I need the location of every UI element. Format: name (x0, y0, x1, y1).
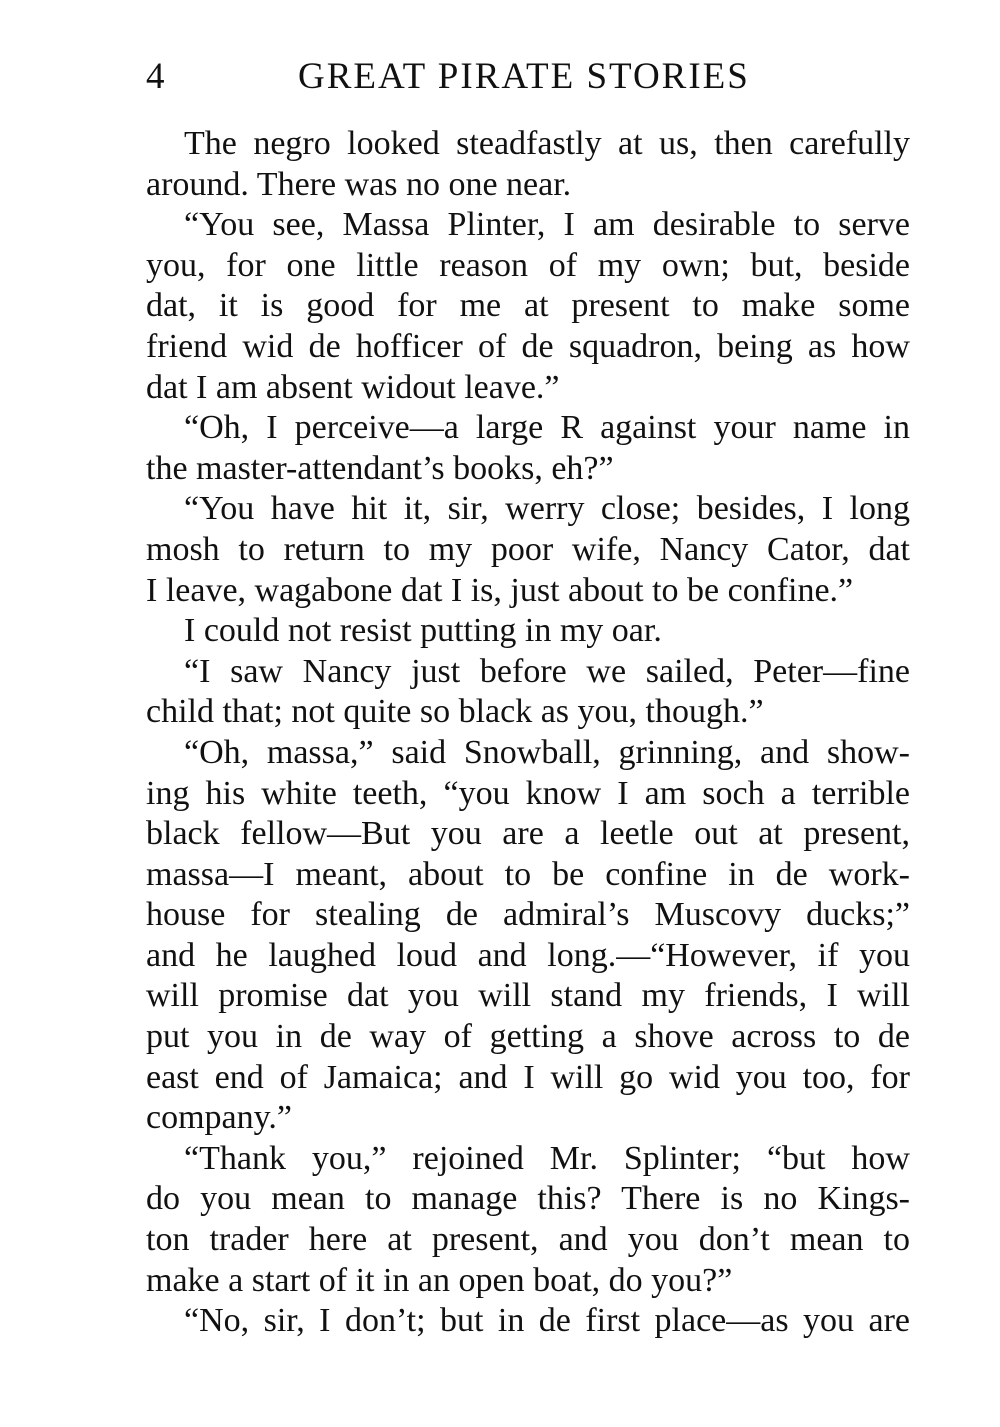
text-line: The negro looked steadfastly at us, then carefully (184, 125, 910, 162)
text-line: dat I am absent widout leave.” (146, 368, 560, 406)
running-title: GREAT PIRATE STORIES (298, 56, 750, 97)
text-line: make a start of it in an open boat, do you?” (146, 1261, 733, 1299)
text-line: and he laughed loud and long.—“However, if you (146, 936, 910, 974)
page-number: 4 (146, 56, 166, 97)
text-line: do you mean to manage this? There is no Kings- (146, 1180, 910, 1218)
text-line: “Oh, massa,” said Snowball, grinning, and show- (184, 733, 910, 771)
text-line: you, for one little reason of my own; but, beside (146, 246, 910, 284)
page-header (146, 52, 906, 102)
text-line: I could not resist putting in my oar. (184, 612, 662, 650)
text-line: massa—I meant, about to be confine in de work- (146, 855, 910, 893)
text-line: company.” (146, 1099, 293, 1137)
text-line: ton trader here at present, and you don’t mean to (146, 1221, 910, 1259)
text-line: “Oh, I perceive—a large R against your name in (184, 409, 910, 447)
text-line: friend wid de hofficer of de squadron, being as how (146, 327, 910, 365)
text-line: ing his white teeth, “you know I am soch a terrible (146, 774, 910, 812)
text-line: mosh to return to my poor wife, Nancy Cator, dat (146, 530, 910, 568)
text-line: “You have hit it, sir, werry close; besides, I long (184, 490, 910, 528)
text-line: “You see, Massa Plinter, I am desirable to serve (184, 206, 910, 244)
text-line: black fellow—But you are a leetle out at present, (146, 815, 910, 853)
text-line: around. There was no one near. (146, 165, 572, 203)
text-line: “Thank you,” rejoined Mr. Splinter; “but how (184, 1139, 910, 1177)
body-text (146, 124, 910, 1342)
text-line: child that; not quite so black as you, though.” (146, 693, 764, 731)
text-line: dat, it is good for me at present to make some (146, 287, 910, 325)
text-line: the master-attendant’s books, eh?” (146, 449, 614, 487)
text-line: “No, sir, I don’t; but in de first place—as you are (184, 1302, 910, 1340)
text-line: I leave, wagabone dat I is, just about to be confine.” (146, 571, 854, 609)
text-line: put you in de way of getting a shove across to de (146, 1018, 910, 1056)
text-line: “I saw Nancy just before we sailed, Peter—fine (184, 652, 910, 690)
text-line: east end of Jamaica; and I will go wid you too, for (146, 1058, 910, 1096)
text-line: will promise dat you will stand my friends, I will (146, 977, 910, 1015)
text-line: house for stealing de admiral’s Muscovy ducks;” (146, 896, 910, 934)
